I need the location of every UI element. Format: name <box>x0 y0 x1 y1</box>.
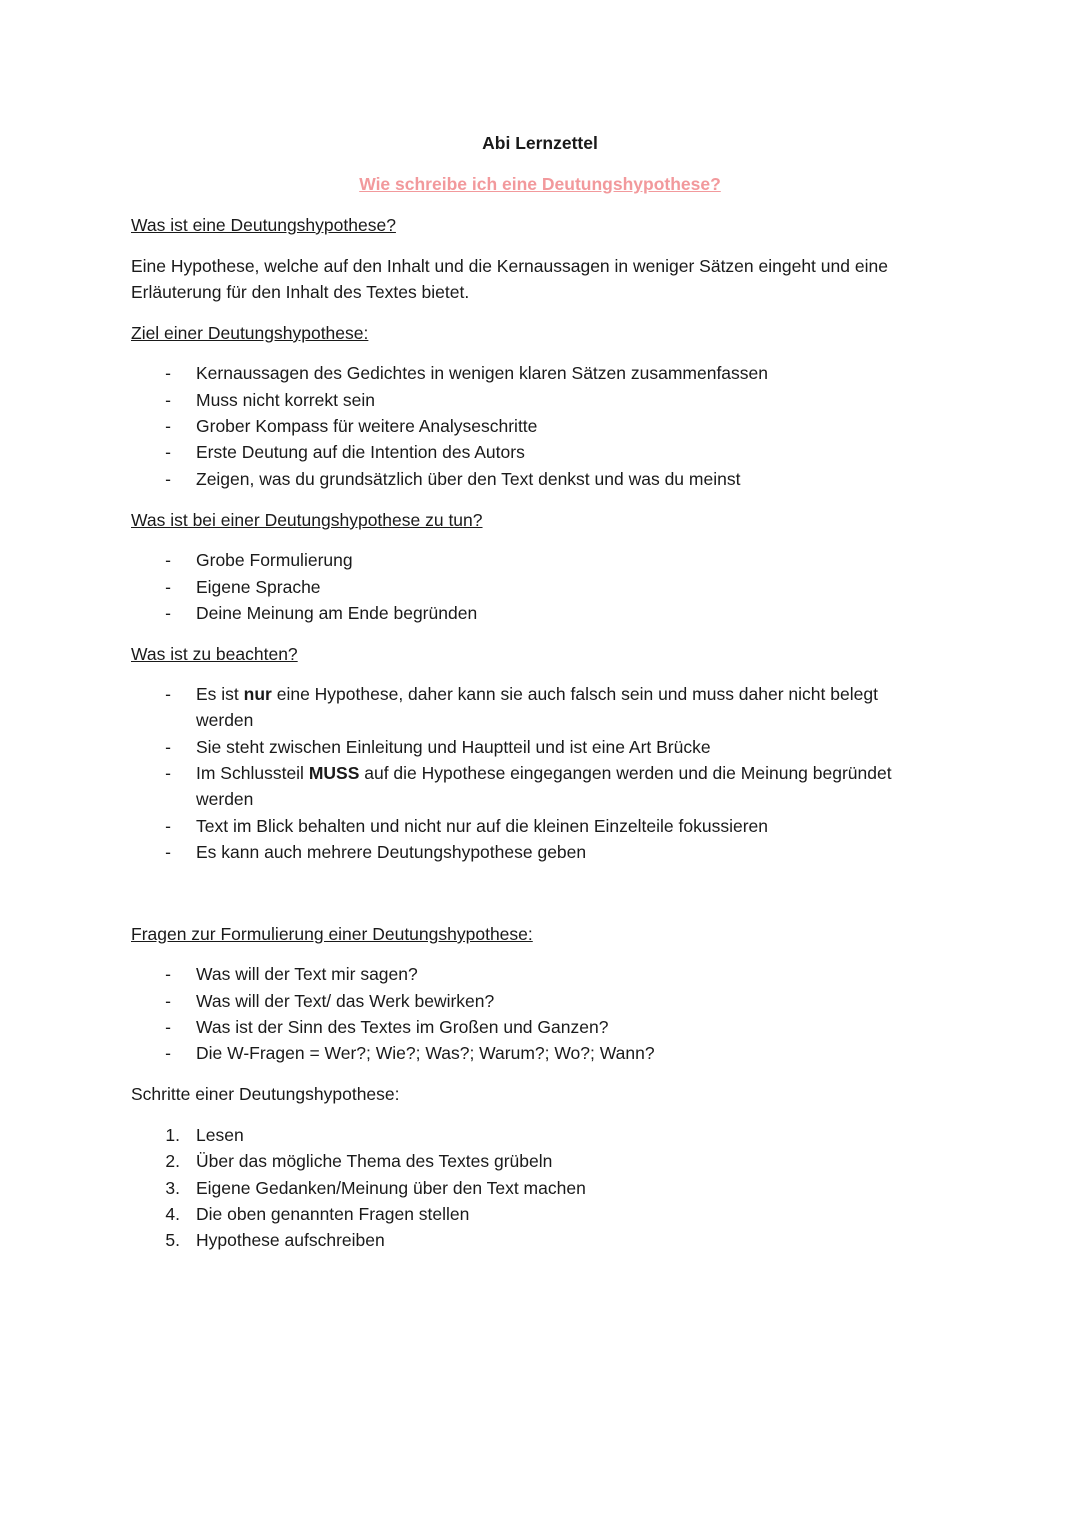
section-heading-steps: Schritte einer Deutungshypothese: <box>131 1084 400 1104</box>
list-item: Grober Kompass für weitere Analyseschritte <box>196 416 538 436</box>
step-number: 2. <box>165 1151 180 1171</box>
list-item: Lesen <box>196 1125 244 1145</box>
list-item: Hypothese aufschreiben <box>196 1230 385 1250</box>
list-item: Was ist der Sinn des Textes im Großen und Ganzen? <box>196 1017 609 1037</box>
bullet-marker: - <box>165 816 171 836</box>
bullet-marker: - <box>165 737 171 757</box>
section-heading-definition: Was ist eine Deutungshypothese? <box>131 215 396 235</box>
bullet-marker: - <box>165 577 171 597</box>
list-item: Es ist nur eine Hypothese, daher kann sie auch falsch sein und muss daher nicht belegt <box>196 684 878 704</box>
bullet-marker: - <box>165 442 171 462</box>
bullet-marker: - <box>165 684 171 704</box>
bullet-marker: - <box>165 1017 171 1037</box>
page-subtitle: Wie schreibe ich eine Deutungshypothese? <box>359 174 721 194</box>
list-item: Text im Blick behalten und nicht nur auf die kleinen Einzelteile fokussieren <box>196 816 768 836</box>
list-item: Die W-Fragen = Wer?; Wie?; Was?; Warum?; Wo?; Wann? <box>196 1043 655 1063</box>
bullet-marker: - <box>165 964 171 984</box>
list-item: Sie steht zwischen Einleitung und Hauptteil und ist eine Art Brücke <box>196 737 711 757</box>
section-heading-questions: Fragen zur Formulierung einer Deutungshypothese: <box>131 924 533 944</box>
bullet-marker: - <box>165 603 171 623</box>
page-title: Abi Lernzettel <box>482 133 598 153</box>
step-number: 4. <box>165 1204 180 1224</box>
bullet-marker: - <box>165 363 171 383</box>
step-number: 1. <box>165 1125 180 1145</box>
list-item: Über das mögliche Thema des Textes grübeln <box>196 1151 553 1171</box>
step-number: 5. <box>165 1230 180 1250</box>
list-item: Die oben genannten Fragen stellen <box>196 1204 470 1224</box>
definition-paragraph-line-2: Erläuterung für den Inhalt des Textes bietet. <box>131 282 470 302</box>
list-item: Kernaussagen des Gedichtes in wenigen klaren Sätzen zusammenfassen <box>196 363 769 383</box>
bullet-marker: - <box>165 550 171 570</box>
list-item: Grobe Formulierung <box>196 550 353 570</box>
bullet-marker: - <box>165 390 171 410</box>
section-heading-goal: Ziel einer Deutungshypothese: <box>131 323 369 343</box>
section-heading-notes: Was ist zu beachten? <box>131 644 298 664</box>
list-item: Eigene Sprache <box>196 577 321 597</box>
bullet-marker: - <box>165 1043 171 1063</box>
bullet-marker: - <box>165 842 171 862</box>
list-item: Was will der Text/ das Werk bewirken? <box>196 991 495 1011</box>
list-item: Deine Meinung am Ende begründen <box>196 603 478 623</box>
list-item: Eigene Gedanken/Meinung über den Text machen <box>196 1178 586 1198</box>
list-item-continuation: werden <box>196 710 254 730</box>
list-item: Erste Deutung auf die Intention des Autors <box>196 442 525 462</box>
bullet-marker: - <box>165 991 171 1011</box>
emphasis-nur: nur <box>243 684 272 704</box>
section-heading-todo: Was ist bei einer Deutungshypothese zu tun? <box>131 510 483 530</box>
bullet-marker: - <box>165 469 171 489</box>
bullet-marker: - <box>165 416 171 436</box>
list-item: Es kann auch mehrere Deutungshypothese geben <box>196 842 587 862</box>
list-item: Muss nicht korrekt sein <box>196 390 375 410</box>
bullet-marker: - <box>165 763 171 783</box>
step-number: 3. <box>165 1178 180 1198</box>
definition-paragraph-line-1: Eine Hypothese, welche auf den Inhalt und die Kernaussagen in weniger Sätzen eingeht und eine <box>131 256 888 276</box>
list-item-continuation: werden <box>196 789 254 809</box>
list-item: Was will der Text mir sagen? <box>196 964 418 984</box>
list-item: Zeigen, was du grundsätzlich über den Text denkst und was du meinst <box>196 469 741 489</box>
emphasis-muss: MUSS <box>308 763 360 783</box>
list-item: Im Schlussteil MUSS auf die Hypothese eingegangen werden und die Meinung begründet <box>196 763 892 783</box>
